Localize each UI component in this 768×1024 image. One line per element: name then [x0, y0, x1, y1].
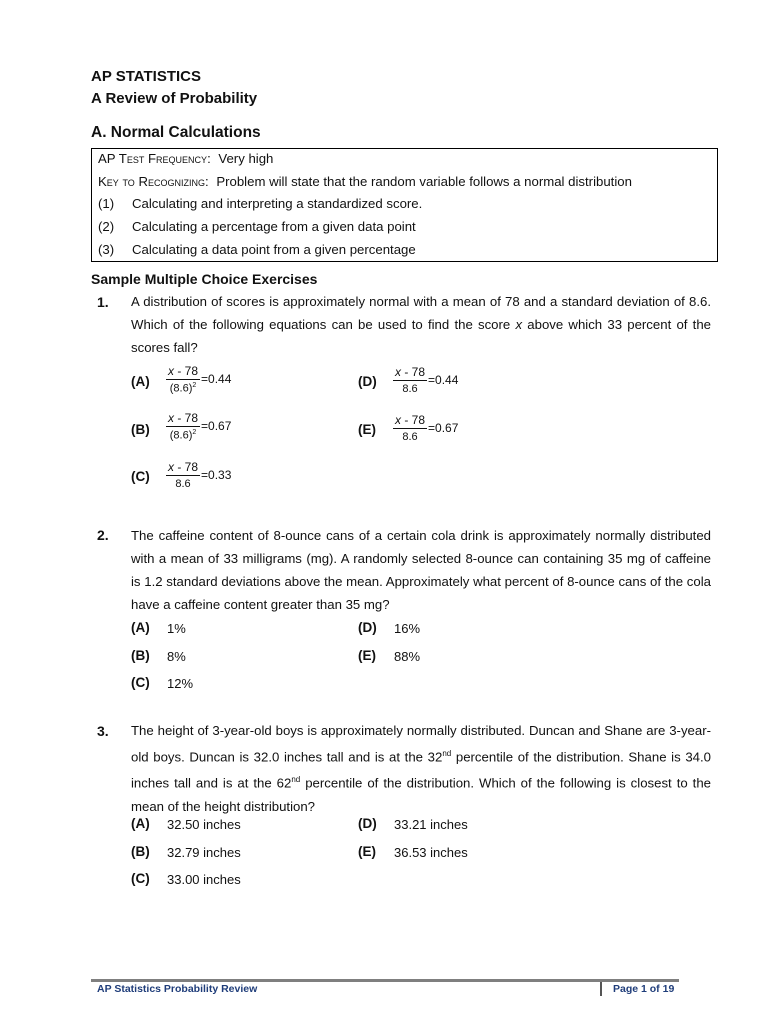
item-number: (1) [98, 196, 115, 211]
option-value[interactable]: 88% [394, 649, 421, 664]
question-text-part: percentile of the distribution. Shane is 34.0 inches tall and is at the 62 [131, 749, 711, 791]
option-value[interactable]: 33.00 inches [167, 872, 241, 887]
option-label: (A) [131, 620, 150, 635]
item-text: Calculating and interpreting a standardized score. [132, 196, 423, 211]
num-rest: - 78 [174, 411, 199, 425]
option-label: (A) [131, 374, 150, 389]
option-value[interactable]: 33.21 inches [394, 817, 468, 832]
var: x [395, 413, 401, 427]
option-label: (B) [131, 648, 150, 663]
option-value[interactable]: 32.79 inches [167, 845, 241, 860]
ordinal-suffix: nd [442, 749, 452, 758]
var: x [395, 365, 401, 379]
list-item [98, 196, 422, 211]
frequency-line [98, 151, 273, 166]
option-label: (E) [358, 844, 376, 859]
option-label: (D) [358, 816, 377, 831]
num-rest: - 78 [174, 460, 199, 474]
question-text [131, 290, 711, 359]
item-text: Calculating a percentage from a given data point [132, 219, 416, 234]
var: x [168, 460, 174, 474]
question-text: The caffeine content of 8-ounce cans of a certain cola drink is approximately normally distributed with a mean of 33 milligrams (mg). A randomly selected 8-ounce can containing 35 mg of caffeine is 1.2 standard deviations above the mean. Approximately what percent of 8-ounce cans of the cola have a caffeine content greater than 35 mg? [131, 528, 711, 612]
footer-title: AP Statistics Probability Review [97, 983, 258, 995]
exponent: 2 [192, 382, 197, 389]
exponent: 2 [192, 429, 197, 436]
course-title: AP STATISTICS [91, 68, 202, 85]
option-value[interactable]: 36.53 inches [394, 845, 468, 860]
footer-rule [91, 979, 679, 982]
var: x [168, 411, 174, 425]
question-number: 2. [97, 527, 109, 543]
option-value[interactable]: 12% [167, 676, 194, 691]
list-item [98, 219, 416, 234]
denominator: (8.6) [169, 382, 193, 395]
exercises-heading: Sample Multiple Choice Exercises [91, 271, 318, 287]
rhs: =0.67 [428, 421, 459, 435]
option-label: (B) [131, 422, 150, 437]
question-text-part: A distribution of scores is approximately normal with a mean of 78 and a standard deviation of 8.6. Which of the following equations can be used to find the score [131, 294, 711, 332]
rhs: =0.33 [201, 468, 232, 482]
option-e-equation[interactable] [393, 413, 458, 443]
option-d-equation[interactable] [393, 365, 458, 395]
denominator: 8.6 [402, 383, 418, 395]
denominator: 8.6 [402, 431, 418, 443]
list-item [98, 242, 416, 257]
option-label: (B) [131, 844, 150, 859]
option-label: (E) [358, 422, 376, 437]
option-label: (A) [131, 816, 150, 831]
question-text [131, 719, 711, 818]
variable-x: x [515, 317, 523, 332]
item-number: (3) [98, 242, 115, 257]
footer-divider [600, 982, 602, 996]
option-value[interactable]: 16% [394, 621, 421, 636]
frequency-value: Very high [218, 151, 274, 166]
info-box [91, 148, 718, 262]
option-value[interactable]: 32.50 inches [167, 817, 241, 832]
question-text-part: The height of 3-year-old boys is approximately normally distributed. Duncan and Shane are 3-year-old boys. Duncan is 32.0 inches tall and is at the 32 [131, 723, 711, 765]
option-label: (C) [131, 871, 150, 886]
key-label: Key to Recognizing: [98, 174, 209, 189]
denominator: 8.6 [175, 478, 191, 490]
option-value[interactable]: 1% [167, 621, 186, 636]
option-a-equation[interactable] [166, 364, 231, 395]
ordinal-suffix: nd [291, 775, 301, 785]
page-title: A Review of Probability [91, 90, 258, 107]
frequency-label: AP Test Frequency: [98, 151, 211, 166]
num-rest: - 78 [174, 364, 199, 378]
option-label: (C) [131, 675, 150, 690]
num-rest: - 78 [401, 365, 426, 379]
page-number: Page 1 of 19 [613, 983, 675, 995]
option-label: (C) [131, 469, 150, 484]
key-line [98, 174, 632, 189]
option-label: (D) [358, 374, 377, 389]
item-text: Calculating a data point from a given percentage [132, 242, 416, 257]
question-text-part: above which 33 percent of the scores fall? [131, 317, 712, 355]
option-label: (D) [358, 620, 377, 635]
key-value: Problem will state that the random variable follows a normal distribution [216, 174, 632, 189]
var: x [168, 364, 174, 378]
denominator: (8.6) [169, 429, 193, 442]
question-text-part: percentile of the distribution. Which of the following is closest to the mean of the height distribution? [131, 775, 711, 814]
rhs: =0.44 [201, 372, 232, 387]
option-b-equation[interactable] [166, 411, 231, 442]
option-label: (E) [358, 648, 376, 663]
question-number: 3. [97, 723, 109, 739]
item-number: (2) [98, 219, 115, 234]
option-c-equation[interactable] [166, 460, 231, 490]
num-rest: - 78 [401, 413, 426, 427]
section-heading: A. Normal Calculations [91, 124, 261, 141]
option-value[interactable]: 8% [167, 649, 186, 664]
rhs: =0.44 [428, 373, 459, 387]
rhs: =0.67 [201, 419, 232, 434]
question-number: 1. [97, 294, 109, 310]
